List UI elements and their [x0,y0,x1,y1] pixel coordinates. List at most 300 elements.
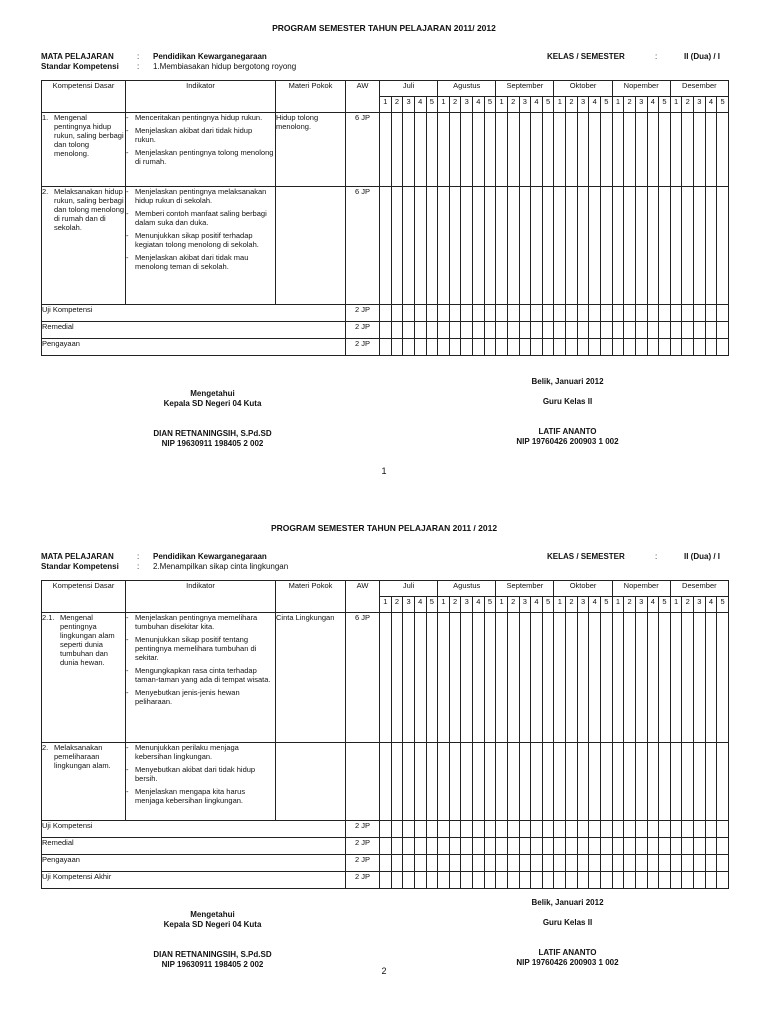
kompetensi-dasar-cell [42,613,126,743]
week-cell [391,613,403,743]
week-cell [519,872,531,889]
week-cell [600,187,612,305]
week-cell [670,838,682,855]
week-cell [659,872,671,889]
week-cell [670,743,682,821]
week-cell [438,113,450,187]
week-cell [624,113,636,187]
week-cell [705,113,717,187]
week-header: 1 [670,597,682,613]
assessment-row [42,838,729,855]
week-cell [461,113,473,187]
week-header: 2 [682,597,694,613]
week-cell [473,872,485,889]
indikator-item [126,187,275,205]
week-cell [717,613,729,743]
kompetensi-dasar [42,187,125,232]
week-cell [496,322,508,339]
week-cell [414,113,426,187]
kompetensi-dasar-cell [42,113,126,187]
week-header: 4 [473,97,485,113]
week-cell [496,113,508,187]
indikator-text: Memberi contoh manfaat saling berbagi dalam suka dan duka. [135,209,267,227]
materi-pokok-cell: Hidup tolong menolong. [276,113,346,187]
indikator-list [126,187,275,271]
week-cell [670,339,682,356]
week-header: 3 [694,597,706,613]
indikator-item [126,113,275,122]
program-semester-table [41,580,729,889]
week-header: 2 [566,597,578,613]
week-cell [380,113,392,187]
week-header: 4 [414,97,426,113]
week-cell [612,113,624,187]
subject-info [41,552,288,572]
week-cell [391,339,403,356]
week-cell [717,821,729,838]
week-cell [426,821,438,838]
week-cell [403,872,415,889]
indikator-item [126,743,275,761]
week-cell [612,613,624,743]
week-cell [507,838,519,855]
week-cell [542,872,554,889]
week-cell [496,855,508,872]
week-cell [589,855,601,872]
week-cell [438,187,450,305]
week-cell [717,322,729,339]
program-semester-table [41,80,729,356]
week-cell [542,743,554,821]
week-cell [566,187,578,305]
week-cell [496,821,508,838]
week-cell [589,305,601,322]
kompetensi-dasar [42,113,125,158]
assessment-label: Remedial [42,838,346,855]
month-header: Oktober [554,81,612,97]
week-cell [612,855,624,872]
week-cell [438,872,450,889]
week-header: 5 [426,97,438,113]
dash-bullet: - [126,666,129,675]
assessment-aw: 2 JP [346,855,380,872]
kompetensi-text: Mengenal pentingnya hidup rukun, saling berbagi dan tolong menolong. [54,113,124,158]
week-cell [519,339,531,356]
indikator-text: Menunjukkan sikap positif terhadap kegiatan tolong menolong di sekolah. [135,231,259,249]
teacher-name: LATIF ANANTO [538,427,597,436]
week-cell [600,872,612,889]
week-cell [694,821,706,838]
week-header: 4 [589,97,601,113]
standar-kompetensi-row [41,62,296,72]
week-cell [566,855,578,872]
indikator-item [126,688,275,706]
week-cell [682,613,694,743]
mata-pelajaran-value: Pendidikan Kewarganegaraan [153,552,267,561]
week-cell [635,187,647,305]
week-cell [635,322,647,339]
kompetensi-dasar [42,613,125,667]
week-cell [600,743,612,821]
week-cell [531,613,543,743]
week-cell [600,838,612,855]
week-cell [647,113,659,187]
week-cell [461,305,473,322]
week-cell [391,821,403,838]
week-cell [414,187,426,305]
assessment-aw: 2 JP [346,872,380,889]
colon: : [655,552,658,561]
kompetensi-number: 1. [42,113,49,122]
week-cell [554,339,566,356]
kompetensi-number: 2. [42,187,49,196]
document-title: PROGRAM SEMESTER TAHUN PELAJARAN 2011/ 2012 [272,23,496,33]
week-cell [577,113,589,187]
week-cell [496,187,508,305]
week-header: 2 [449,97,461,113]
week-cell [589,838,601,855]
week-header: 3 [403,97,415,113]
week-cell [566,339,578,356]
week-cell [612,838,624,855]
kelas-semester-label: KELAS / SEMESTER [547,552,625,561]
week-cell [694,322,706,339]
week-cell [635,305,647,322]
program-semester-page-1 [0,0,768,500]
week-header: 5 [659,597,671,613]
week-cell [705,613,717,743]
week-cell [635,855,647,872]
week-cell [484,613,496,743]
place-date: Belik, Januari 2012 [531,898,604,907]
week-cell [682,322,694,339]
week-cell [484,743,496,821]
week-cell [507,322,519,339]
indikator-cell [126,187,276,305]
aw-cell: 6 JP [346,613,380,743]
assessment-row [42,322,729,339]
dash-bullet: - [126,113,129,122]
week-cell [577,821,589,838]
week-cell [426,855,438,872]
week-cell [380,821,392,838]
week-cell [403,855,415,872]
assessment-label: Uji Kompetensi [42,821,346,838]
dash-bullet: - [126,787,129,796]
week-cell [566,743,578,821]
week-cell [694,838,706,855]
week-cell [449,872,461,889]
week-cell [461,743,473,821]
week-cell [624,838,636,855]
week-cell [426,322,438,339]
week-header: 3 [635,97,647,113]
week-header: 2 [682,97,694,113]
indikator-item [126,765,275,783]
week-cell [519,743,531,821]
mata-pelajaran-value: Pendidikan Kewarganegaraan [153,52,267,61]
week-cell [554,305,566,322]
week-header: 1 [612,597,624,613]
week-cell [391,855,403,872]
week-cell [659,613,671,743]
mata-pelajaran-row [41,52,296,62]
standar-kompetensi-label: Standar Kompetensi [41,562,119,571]
week-cell [589,821,601,838]
week-cell [612,322,624,339]
week-cell [507,855,519,872]
week-cell [659,113,671,187]
week-cell [380,838,392,855]
week-cell [659,838,671,855]
week-header: 2 [449,597,461,613]
week-cell [473,855,485,872]
week-header: 3 [635,597,647,613]
kompetensi-dasar-cell [42,743,126,821]
week-header: 3 [461,597,473,613]
week-cell [391,838,403,855]
week-cell [566,872,578,889]
week-cell [577,872,589,889]
week-cell [554,322,566,339]
week-cell [647,838,659,855]
week-cell [682,838,694,855]
week-cell [414,339,426,356]
week-cell [566,613,578,743]
week-cell [531,838,543,855]
week-cell [705,838,717,855]
week-cell [577,855,589,872]
week-cell [380,872,392,889]
week-cell [705,872,717,889]
week-cell [612,339,624,356]
assessment-label: Uji Kompetensi [42,305,346,322]
week-cell [542,838,554,855]
week-cell [531,743,543,821]
week-cell [484,322,496,339]
principal-nip: NIP 19630911 198405 2 002 [161,960,264,969]
week-cell [414,855,426,872]
week-cell [600,113,612,187]
dash-bullet: - [126,743,129,752]
standar-kompetensi-label: Standar Kompetensi [41,62,119,71]
week-cell [496,838,508,855]
week-cell [438,838,450,855]
week-cell [426,838,438,855]
kompetensi-text: Mengenal pentingnya lingkungan alam seperti dunia tumbuhan dan dunia hewan. [60,613,115,667]
week-cell [670,855,682,872]
week-cell [449,838,461,855]
indikator-text: Menyebutkan jenis-jenis hewan peliharaan. [135,688,240,706]
month-header: Agustus [438,581,496,597]
week-cell [542,821,554,838]
month-header: Desember [670,581,728,597]
assessment-aw: 2 JP [346,821,380,838]
week-cell [473,821,485,838]
header-materi-pokok: Materi Pokok [276,581,346,613]
week-cell [507,339,519,356]
month-header: Desember [670,81,728,97]
teacher-nip: NIP 19760426 200903 1 002 [516,437,619,446]
indikator-item [126,209,275,227]
aw-cell [346,743,380,821]
dash-bullet: - [126,765,129,774]
week-cell [600,322,612,339]
week-cell [659,821,671,838]
week-cell [694,613,706,743]
week-cell [484,872,496,889]
indikator-list [126,613,275,706]
week-cell [612,305,624,322]
week-header: 5 [717,597,729,613]
week-cell [473,339,485,356]
week-header: 3 [403,597,415,613]
week-header: 3 [519,97,531,113]
indikator-text: Menyebutkan akibat dari tidak hidup bersih. [135,765,256,783]
week-cell [496,613,508,743]
week-cell [659,339,671,356]
week-cell [647,339,659,356]
week-cell [635,821,647,838]
month-header: September [496,581,554,597]
week-cell [438,613,450,743]
week-cell [461,838,473,855]
teacher-title: Guru Kelas II [542,397,593,406]
week-cell [519,821,531,838]
week-cell [682,821,694,838]
week-cell [438,305,450,322]
week-cell [542,322,554,339]
week-cell [449,113,461,187]
week-header: 5 [426,597,438,613]
indikator-item [126,126,275,144]
week-cell [635,613,647,743]
week-cell [391,305,403,322]
week-cell [414,838,426,855]
colon: : [137,52,140,61]
week-cell [705,743,717,821]
week-cell [554,187,566,305]
week-header: 3 [519,597,531,613]
principal-nip: NIP 19630911 198405 2 002 [161,439,264,448]
week-cell [461,613,473,743]
dash-bullet: - [126,126,129,135]
week-cell [624,305,636,322]
assessment-row [42,855,729,872]
colon: : [137,62,140,71]
assessment-row [42,821,729,838]
principal-title: Kepala SD Negeri 04 Kuta [163,399,262,408]
week-cell [589,187,601,305]
week-cell [659,743,671,821]
week-cell [519,305,531,322]
assessment-row [42,872,729,889]
week-cell [414,821,426,838]
assessment-aw: 2 JP [346,322,380,339]
materi-pokok-cell: Cinta Lingkungan [276,613,346,743]
week-cell [380,743,392,821]
month-header: Nopember [612,81,670,97]
week-cell [635,113,647,187]
week-cell [566,322,578,339]
week-cell [694,855,706,872]
week-cell [670,113,682,187]
week-cell [542,855,554,872]
principal-title: Kepala SD Negeri 04 Kuta [163,920,262,929]
week-cell [670,821,682,838]
place-date: Belik, Januari 2012 [531,377,604,386]
week-cell [717,305,729,322]
week-cell [566,821,578,838]
week-cell [449,743,461,821]
week-header: 4 [647,597,659,613]
assessment-aw: 2 JP [346,339,380,356]
indikator-text: Menjelaskan mengapa kita harus menjaga kebersihan lingkungan. [135,787,246,805]
week-cell [554,113,566,187]
materi-pokok-cell [276,743,346,821]
week-cell [589,872,601,889]
week-cell [507,187,519,305]
indikator-cell [126,613,276,743]
week-cell [519,613,531,743]
indikator-text: Menjelaskan akibat dari tidak hidup rukun. [135,126,253,144]
kompetensi-number: 2. [42,743,49,752]
week-header: 5 [484,97,496,113]
week-cell [496,743,508,821]
week-cell [414,305,426,322]
week-cell [612,187,624,305]
week-header: 1 [438,97,450,113]
principal-name: DIAN RETNANINGSIH, S.Pd.SD [153,429,272,438]
week-cell [461,339,473,356]
week-cell [426,613,438,743]
week-cell [554,613,566,743]
week-cell [438,821,450,838]
week-cell [612,872,624,889]
week-cell [391,187,403,305]
aw-cell: 6 JP [346,113,380,187]
week-cell [589,113,601,187]
week-header: 2 [391,97,403,113]
week-cell [600,305,612,322]
week-cell [473,187,485,305]
teacher-signature-block [470,898,665,968]
indikator-cell [126,743,276,821]
competency-row [42,613,729,743]
mata-pelajaran-row [41,552,288,562]
mata-pelajaran-label: MATA PELAJARAN [41,552,114,561]
week-cell [403,821,415,838]
week-cell [705,322,717,339]
week-cell [566,838,578,855]
week-cell [694,187,706,305]
week-cell [694,743,706,821]
week-cell [717,872,729,889]
week-cell [554,838,566,855]
teacher-signature-block [470,377,665,447]
week-header: 4 [647,97,659,113]
week-cell [426,872,438,889]
week-cell [380,339,392,356]
mata-pelajaran-label: MATA PELAJARAN [41,52,114,61]
week-cell [659,187,671,305]
week-cell [577,838,589,855]
colon: : [655,52,658,61]
week-header: 1 [554,97,566,113]
week-cell [426,305,438,322]
month-header: Oktober [554,581,612,597]
indikator-text: Menjelaskan pentingnya tolong menolong di rumah. [135,148,274,166]
